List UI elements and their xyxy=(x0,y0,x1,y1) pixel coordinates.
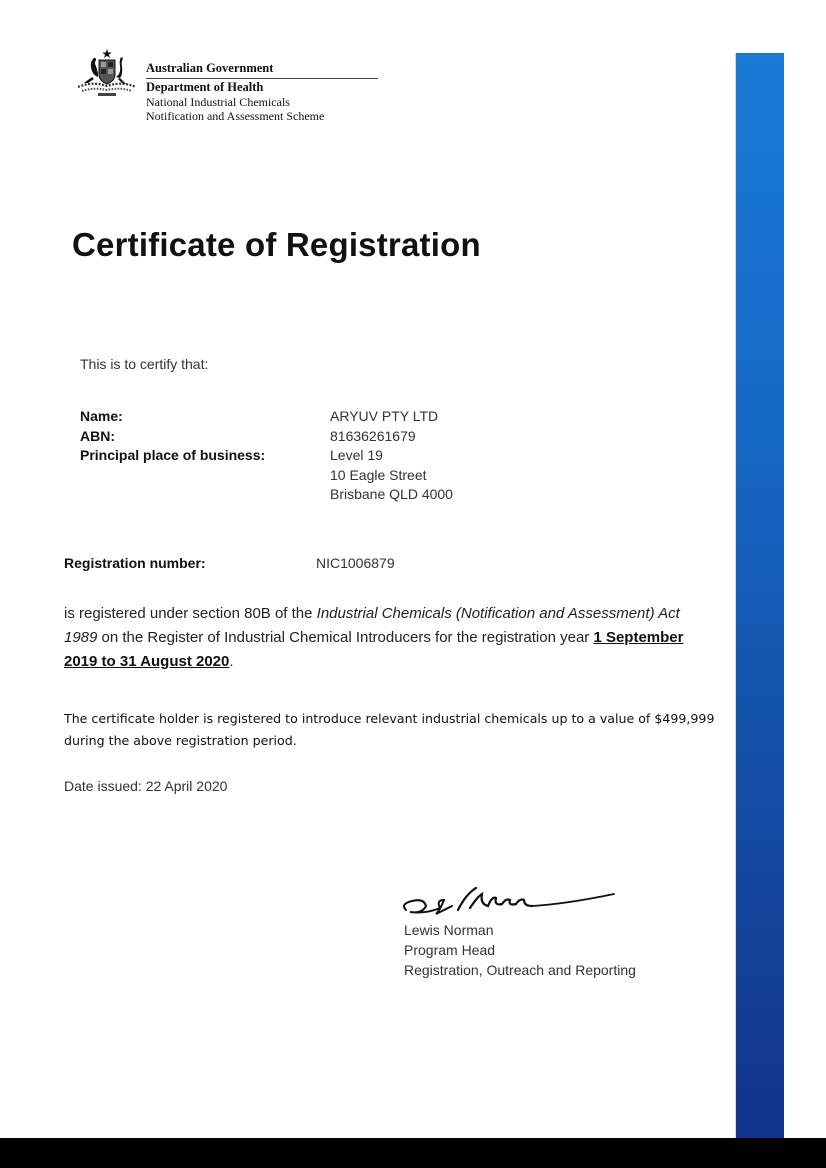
registration-number-row xyxy=(64,555,395,571)
coat-of-arms-icon xyxy=(74,47,140,99)
value-limit-statement: The certificate holder is registered to introduce relevant industrial chemicals up to a value of $499,999 during the above registration period. xyxy=(64,711,715,748)
signatory-title: Program Head xyxy=(404,942,496,958)
department-name: Department of Health xyxy=(146,80,264,94)
registration-number-label: Registration number: xyxy=(64,555,206,571)
address-row xyxy=(80,446,453,505)
signature-icon xyxy=(396,884,626,920)
registrant-details xyxy=(80,407,453,505)
bottom-black-bar xyxy=(0,1138,826,1168)
abn-value: 81636261679 xyxy=(330,427,416,444)
statement-text-1: is registered under section 80B of the xyxy=(64,605,317,622)
act-name: Industrial Chemicals (Notification and Assessment) Act 1989 xyxy=(64,605,680,646)
agency-name-line-2: Notification and Assessment Scheme xyxy=(146,109,325,123)
address-value xyxy=(330,446,453,505)
statement-text-2: on the Register of Industrial Chemical Introducers for the registration year xyxy=(97,629,594,646)
signatory-name: Lewis Norman xyxy=(404,922,494,938)
address-line-2: 10 Eagle Street xyxy=(330,466,427,483)
registration-number-value: NIC1006879 xyxy=(316,555,395,571)
address-line-3: Brisbane QLD 4000 xyxy=(330,486,453,502)
certificate-title: Certificate of Registration xyxy=(72,226,481,263)
address-line-1: Level 19 xyxy=(330,447,383,463)
certify-intro: This is to certify that: xyxy=(80,356,209,372)
signature-block xyxy=(404,884,636,980)
registration-statement xyxy=(64,602,704,674)
signatory-unit: Registration, Outreach and Reporting xyxy=(404,962,636,978)
name-label: Name: xyxy=(80,408,123,424)
name-value: ARYUV PTY LTD xyxy=(330,408,439,424)
abn-label: ABN: xyxy=(80,427,115,444)
name-row xyxy=(80,407,453,427)
agency-name-line-1: National Industrial Chemicals xyxy=(146,95,290,109)
government-text xyxy=(146,47,378,123)
decorative-blue-band xyxy=(736,53,784,1138)
date-issued: Date issued: 22 April 2020 xyxy=(64,778,228,794)
government-header xyxy=(74,47,378,123)
registration-period: 1 September 2019 to 31 August 2020 xyxy=(64,629,684,670)
government-name: Australian Government xyxy=(146,61,378,79)
statement-text-3: . xyxy=(229,653,234,670)
abn-row xyxy=(80,427,453,447)
address-label: Principal place of business: xyxy=(80,447,266,463)
